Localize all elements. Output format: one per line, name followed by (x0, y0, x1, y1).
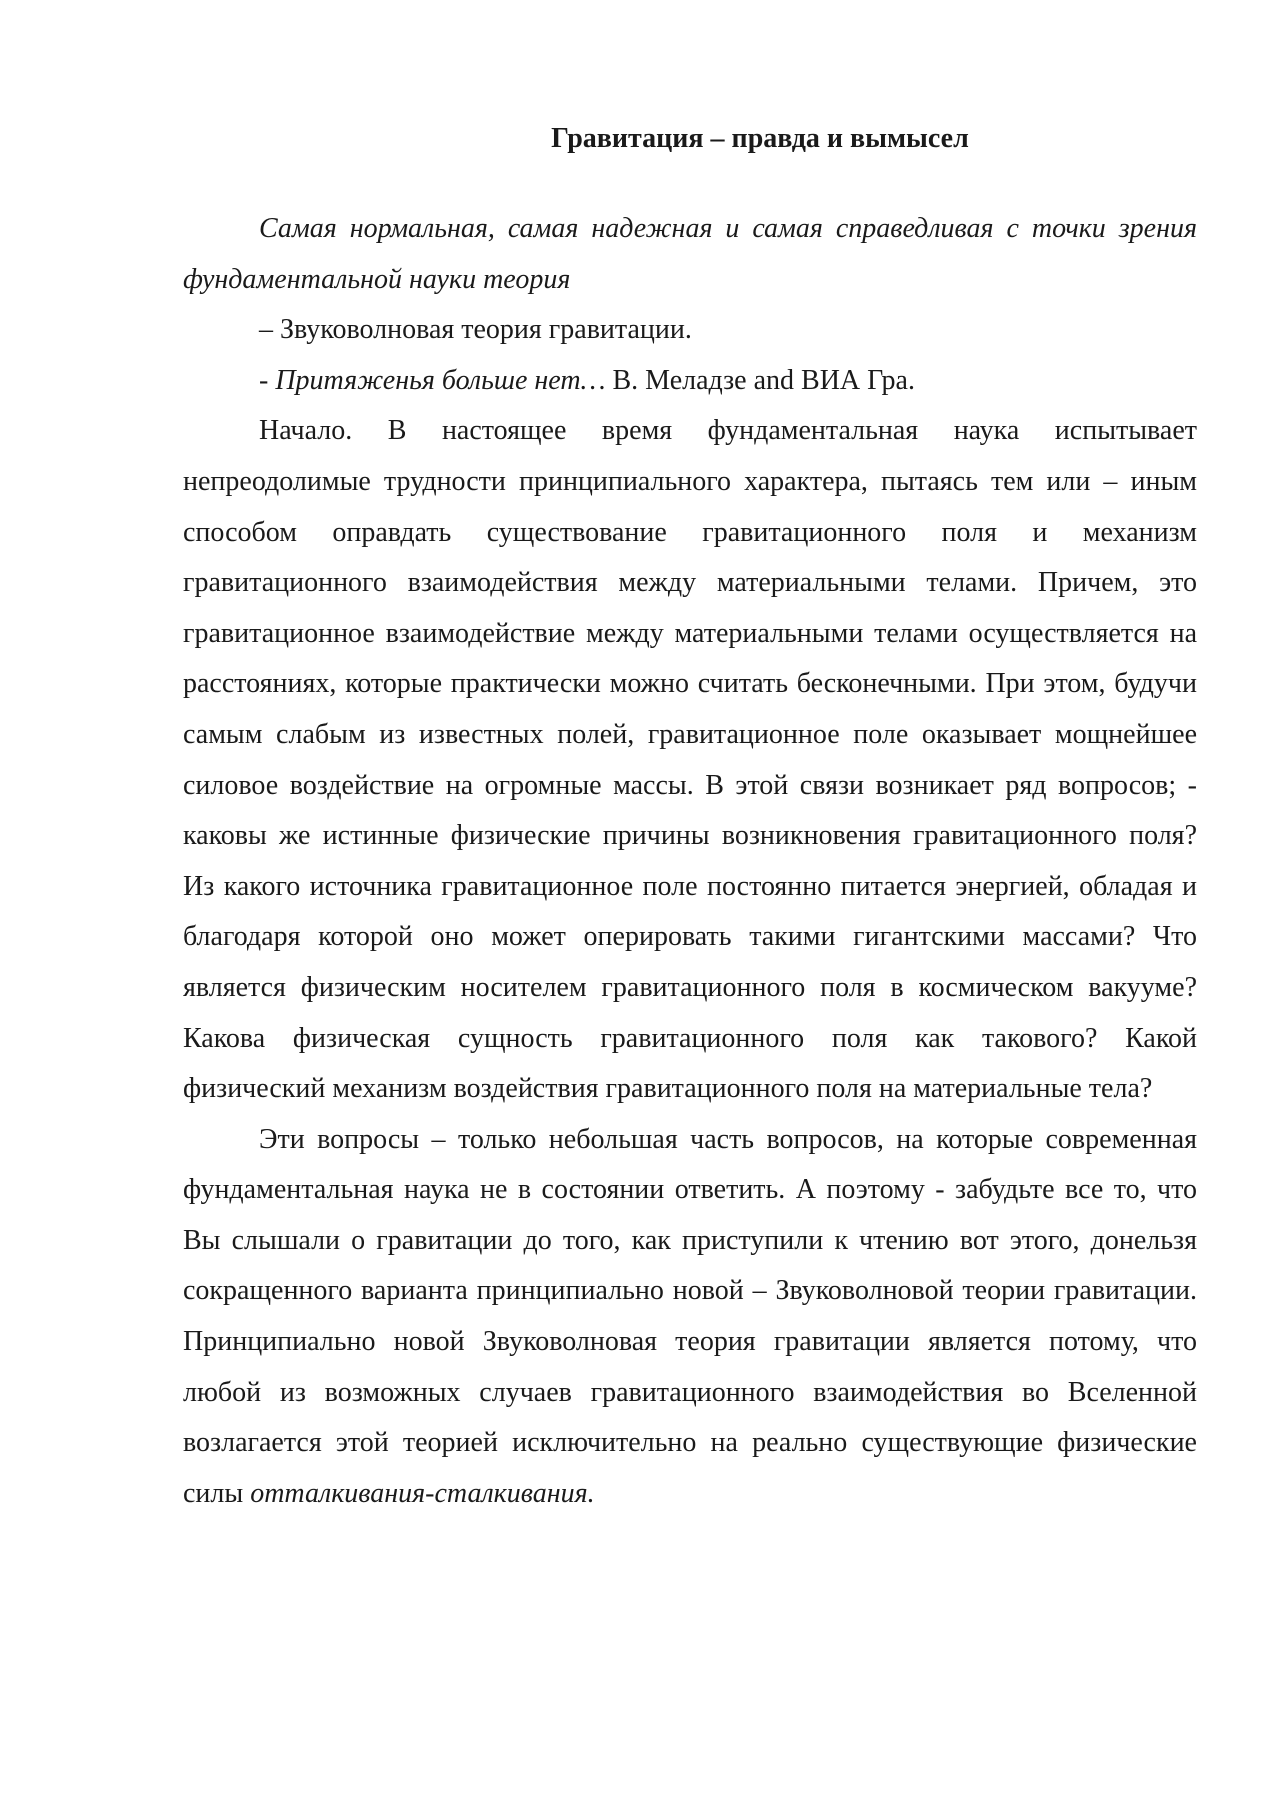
paragraph-1: Начало. В настоящее время фундаментальная наука испытывает непреодолимые трудности принципиального характера, пытаясь тем или – иным способом оправдать существование гравитационного поля и механизм гравитационного взаимодействия между материальными телами. Причем, это гравитационное взаимодействие между материальными телами осуществляется на расстояниях, которые практически можно считать бесконечными. При этом, будучи самым слабым из известных полей, гравитационное поле оказывает мощнейшее силовое воздействие на огромные массы. В этой связи возникает ряд вопросов; - каковы же истинные физические причины возникновения гравитационного поля? Из какого источника гравитационное поле постоянно питается энергией, обладая и благодаря которой оно может оперировать такими гигантскими массами? Что является физическим носителем гравитационного поля в космическом вакууме? Какова физическая сущность гравитационного поля как такового? Какой физический механизм воздействия гравитационного поля на материальные тела? (183, 415, 1197, 1105)
subtitle-line: – Звуковолновая теория гравитации. (259, 314, 692, 346)
document-title: Гравитация – правда и вымысел (551, 123, 969, 154)
quote-line (183, 356, 1197, 407)
paragraph-2 (183, 1115, 1197, 1520)
quote-attribution: В. Меладзе and ВИА Гра. (605, 364, 915, 396)
epigraph: Самая нормальная, самая надежная и самая справедливая с точки зрения фундаментальной науки теория (183, 213, 1197, 295)
paragraph-2-italic-end: отталкивания-сталкивания. (250, 1477, 595, 1509)
quote-italic: Притяженья больше нет… (275, 364, 606, 396)
paragraph-2-text: Эти вопросы – только небольшая часть вопросов, на которые современная фундаментальная наука не в состоянии ответить. А поэтому - забудьте все то, что Вы слышали о гравитации до того, как приступили к чтению вот этого, донельзя сокращенного варианта принципиально новой – Звуковолновой теории гравитации. Принципиально новой Звуковолновая теория гравитации является потому, что любой из возможных случаев гравитационного взаимодействия во Вселенной возлагается этой теорией исключительно на реально существующие физические силы (183, 1123, 1197, 1509)
quote-prefix: - (259, 364, 276, 396)
document-body (183, 118, 1197, 1519)
